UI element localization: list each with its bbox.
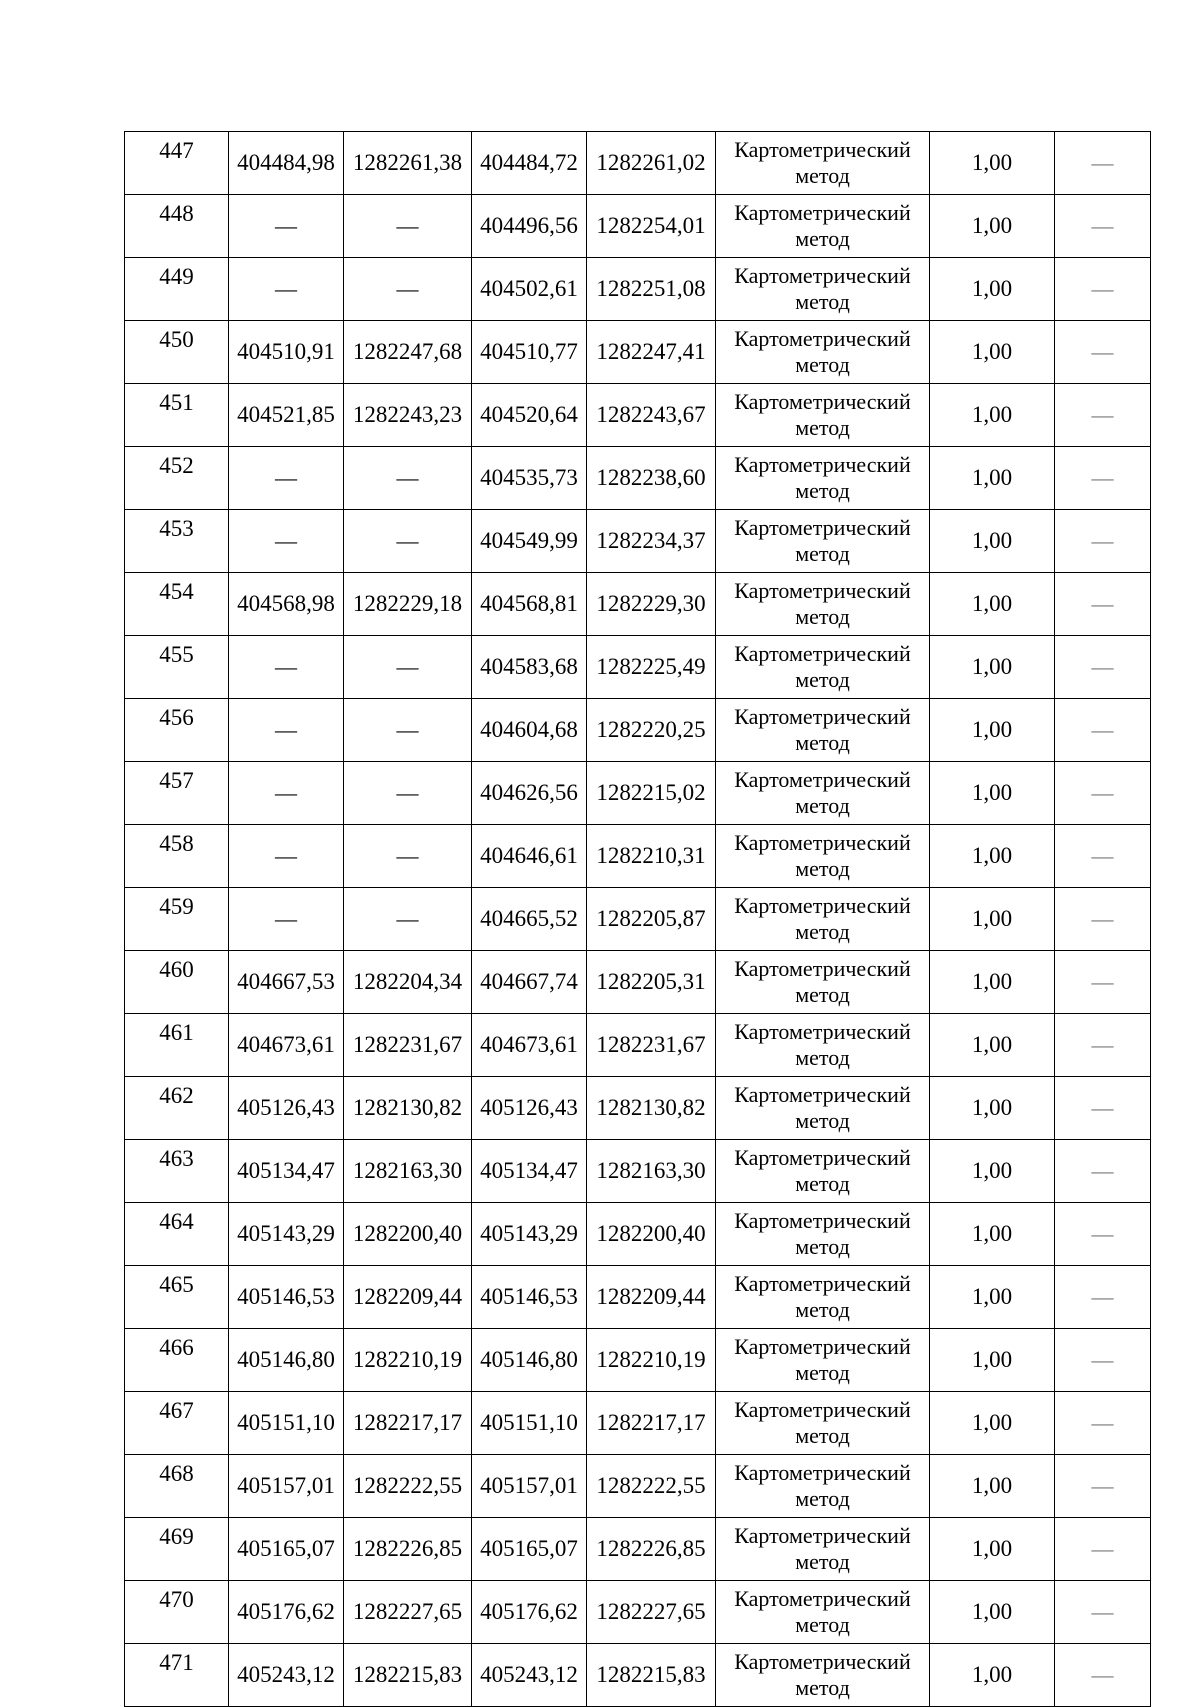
point-number-cell: 462: [125, 1077, 229, 1140]
coordinate-cell: 404604,68: [472, 699, 587, 762]
accuracy-cell: 1,00: [930, 447, 1055, 510]
empty-dash-cell: —: [229, 762, 344, 825]
table-row: [125, 1329, 1151, 1392]
accuracy-cell: 1,00: [930, 1392, 1055, 1455]
coordinate-cell: 1282163,30: [587, 1140, 716, 1203]
coordinate-cell: 1282243,23: [344, 384, 472, 447]
table-row: [125, 195, 1151, 258]
method-line-2: метод: [795, 478, 850, 503]
description-dash-cell: —: [1055, 384, 1151, 447]
method-line-1: Картометрический: [734, 1334, 911, 1359]
empty-dash-cell: —: [344, 195, 472, 258]
description-dash-cell: —: [1055, 1014, 1151, 1077]
coordinate-cell: 405143,29: [472, 1203, 587, 1266]
empty-dash-cell: —: [229, 636, 344, 699]
method-line-2: метод: [795, 1360, 850, 1385]
method-cell: [716, 951, 930, 1014]
accuracy-cell: 1,00: [930, 951, 1055, 1014]
coordinate-cell: 1282247,68: [344, 321, 472, 384]
method-line-1: Картометрический: [734, 263, 911, 288]
coordinate-cell: 404646,61: [472, 825, 587, 888]
accuracy-cell: 1,00: [930, 1014, 1055, 1077]
point-number-cell: 469: [125, 1518, 229, 1581]
table-row: [125, 258, 1151, 321]
coordinate-cell: 405165,07: [472, 1518, 587, 1581]
point-number-cell: 461: [125, 1014, 229, 1077]
point-number-cell: 468: [125, 1455, 229, 1518]
method-cell: [716, 1455, 930, 1518]
description-dash-cell: —: [1055, 699, 1151, 762]
method-cell: [716, 1329, 930, 1392]
table-row: [125, 762, 1151, 825]
coordinate-cell: 1282130,82: [587, 1077, 716, 1140]
accuracy-cell: 1,00: [930, 195, 1055, 258]
accuracy-cell: 1,00: [930, 762, 1055, 825]
table-row: [125, 951, 1151, 1014]
coordinate-cell: 404502,61: [472, 258, 587, 321]
accuracy-cell: 1,00: [930, 1644, 1055, 1707]
accuracy-cell: 1,00: [930, 1203, 1055, 1266]
table-row: [125, 321, 1151, 384]
method-line-1: Картометрический: [734, 1586, 911, 1611]
table-row: [125, 1455, 1151, 1518]
coordinate-cell: 405146,53: [229, 1266, 344, 1329]
method-cell: [716, 195, 930, 258]
description-dash-cell: —: [1055, 1581, 1151, 1644]
coordinate-cell: 1282234,37: [587, 510, 716, 573]
empty-dash-cell: —: [229, 258, 344, 321]
method-cell: [716, 762, 930, 825]
method-cell: [716, 825, 930, 888]
coordinate-cell: 404535,73: [472, 447, 587, 510]
coordinate-cell: 1282205,87: [587, 888, 716, 951]
method-line-2: метод: [795, 1486, 850, 1511]
empty-dash-cell: —: [344, 510, 472, 573]
point-number-cell: 452: [125, 447, 229, 510]
method-cell: [716, 1014, 930, 1077]
method-line-2: метод: [795, 1045, 850, 1070]
method-line-2: метод: [795, 1234, 850, 1259]
empty-dash-cell: —: [229, 699, 344, 762]
coordinate-cell: 1282209,44: [344, 1266, 472, 1329]
point-number-cell: 449: [125, 258, 229, 321]
method-cell: [716, 132, 930, 195]
description-dash-cell: —: [1055, 1266, 1151, 1329]
coordinate-cell: 1282226,85: [344, 1518, 472, 1581]
method-cell: [716, 636, 930, 699]
coordinate-cell: 405165,07: [229, 1518, 344, 1581]
coordinate-cell: 405126,43: [472, 1077, 587, 1140]
method-line-1: Картометрический: [734, 1145, 911, 1170]
empty-dash-cell: —: [344, 636, 472, 699]
table-row: [125, 1392, 1151, 1455]
method-line-2: метод: [795, 982, 850, 1007]
description-dash-cell: —: [1055, 573, 1151, 636]
point-number-cell: 450: [125, 321, 229, 384]
coordinate-cell: 404626,56: [472, 762, 587, 825]
method-line-2: метод: [795, 1549, 850, 1574]
description-dash-cell: —: [1055, 636, 1151, 699]
point-number-cell: 456: [125, 699, 229, 762]
table-row: [125, 1203, 1151, 1266]
method-line-1: Картометрический: [734, 704, 911, 729]
coordinate-cell: 1282247,41: [587, 321, 716, 384]
accuracy-cell: 1,00: [930, 1455, 1055, 1518]
coordinate-cell: 1282217,17: [587, 1392, 716, 1455]
coordinate-cell: 404673,61: [472, 1014, 587, 1077]
coordinate-cell: 404484,98: [229, 132, 344, 195]
coordinate-cell: 404520,64: [472, 384, 587, 447]
method-line-1: Картометрический: [734, 1271, 911, 1296]
coordinate-cell: 1282200,40: [587, 1203, 716, 1266]
coordinate-cell: 405243,12: [472, 1644, 587, 1707]
method-line-2: метод: [795, 415, 850, 440]
method-cell: [716, 1392, 930, 1455]
coordinate-cell: 1282231,67: [344, 1014, 472, 1077]
coordinate-cell: 1282215,02: [587, 762, 716, 825]
method-line-2: метод: [795, 541, 850, 566]
empty-dash-cell: —: [344, 825, 472, 888]
coordinate-cell: 405157,01: [229, 1455, 344, 1518]
method-line-1: Картометрический: [734, 641, 911, 666]
coordinate-cell: 404665,52: [472, 888, 587, 951]
table-row: [125, 447, 1151, 510]
method-line-1: Картометрический: [734, 137, 911, 162]
point-number-cell: 455: [125, 636, 229, 699]
coordinate-cell: 404484,72: [472, 132, 587, 195]
coordinate-cell: 404673,61: [229, 1014, 344, 1077]
table-row: [125, 132, 1151, 195]
accuracy-cell: 1,00: [930, 384, 1055, 447]
coordinate-cell: 405157,01: [472, 1455, 587, 1518]
description-dash-cell: —: [1055, 951, 1151, 1014]
method-line-1: Картометрический: [734, 956, 911, 981]
coordinate-cell: 1282215,83: [587, 1644, 716, 1707]
description-dash-cell: —: [1055, 1392, 1151, 1455]
method-line-1: Картометрический: [734, 1208, 911, 1233]
accuracy-cell: 1,00: [930, 1581, 1055, 1644]
empty-dash-cell: —: [344, 258, 472, 321]
accuracy-cell: 1,00: [930, 573, 1055, 636]
coordinate-cell: 1282217,17: [344, 1392, 472, 1455]
method-cell: [716, 699, 930, 762]
coordinate-cell: 404496,56: [472, 195, 587, 258]
table-row: [125, 1644, 1151, 1707]
point-number-cell: 460: [125, 951, 229, 1014]
coordinate-cell: 404521,85: [229, 384, 344, 447]
point-number-cell: 466: [125, 1329, 229, 1392]
coordinate-cell: 1282227,65: [587, 1581, 716, 1644]
description-dash-cell: —: [1055, 1077, 1151, 1140]
method-line-2: метод: [795, 226, 850, 251]
description-dash-cell: —: [1055, 195, 1151, 258]
description-dash-cell: —: [1055, 1140, 1151, 1203]
coordinate-cell: 1282261,02: [587, 132, 716, 195]
accuracy-cell: 1,00: [930, 1329, 1055, 1392]
method-line-2: метод: [795, 1108, 850, 1133]
coordinate-cell: 1282238,60: [587, 447, 716, 510]
method-line-1: Картометрический: [734, 452, 911, 477]
coordinate-cell: 404568,98: [229, 573, 344, 636]
method-cell: [716, 258, 930, 321]
coordinate-cell: 405151,10: [229, 1392, 344, 1455]
coordinate-cell: 1282229,18: [344, 573, 472, 636]
coordinate-cell: 1282200,40: [344, 1203, 472, 1266]
coordinate-cell: 1282231,67: [587, 1014, 716, 1077]
method-line-1: Картометрический: [734, 767, 911, 792]
coordinate-cell: 405176,62: [472, 1581, 587, 1644]
point-number-cell: 454: [125, 573, 229, 636]
coordinate-cell: 404667,74: [472, 951, 587, 1014]
method-line-1: Картометрический: [734, 326, 911, 351]
method-line-1: Картометрический: [734, 1082, 911, 1107]
coordinate-cell: 404667,53: [229, 951, 344, 1014]
coordinate-cell: 405243,12: [229, 1644, 344, 1707]
description-dash-cell: —: [1055, 888, 1151, 951]
point-number-cell: 447: [125, 132, 229, 195]
description-dash-cell: —: [1055, 132, 1151, 195]
empty-dash-cell: —: [229, 195, 344, 258]
method-line-1: Картометрический: [734, 1397, 911, 1422]
coordinate-cell: 405151,10: [472, 1392, 587, 1455]
method-line-2: метод: [795, 1612, 850, 1637]
method-line-2: метод: [795, 604, 850, 629]
coordinate-cell: 1282222,55: [344, 1455, 472, 1518]
coordinate-cell: 1282210,19: [587, 1329, 716, 1392]
method-line-2: метод: [795, 667, 850, 692]
coordinate-cell: 404510,77: [472, 321, 587, 384]
coordinate-cell: 1282209,44: [587, 1266, 716, 1329]
coordinates-table: [124, 131, 1151, 1707]
coordinate-cell: 405176,62: [229, 1581, 344, 1644]
method-cell: [716, 1266, 930, 1329]
accuracy-cell: 1,00: [930, 510, 1055, 573]
coordinate-cell: 405126,43: [229, 1077, 344, 1140]
description-dash-cell: —: [1055, 1203, 1151, 1266]
method-cell: [716, 510, 930, 573]
accuracy-cell: 1,00: [930, 1266, 1055, 1329]
point-number-cell: 448: [125, 195, 229, 258]
method-line-1: Картометрический: [734, 893, 911, 918]
empty-dash-cell: —: [229, 510, 344, 573]
point-number-cell: 458: [125, 825, 229, 888]
empty-dash-cell: —: [229, 888, 344, 951]
empty-dash-cell: —: [344, 762, 472, 825]
point-number-cell: 470: [125, 1581, 229, 1644]
method-cell: [716, 384, 930, 447]
method-line-2: метод: [795, 856, 850, 881]
description-dash-cell: —: [1055, 510, 1151, 573]
table-row: [125, 1581, 1151, 1644]
empty-dash-cell: —: [229, 825, 344, 888]
coordinate-cell: 1282225,49: [587, 636, 716, 699]
coordinate-cell: 1282243,67: [587, 384, 716, 447]
coordinate-cell: 405134,47: [472, 1140, 587, 1203]
method-line-1: Картометрический: [734, 515, 911, 540]
description-dash-cell: —: [1055, 321, 1151, 384]
method-cell: [716, 1077, 930, 1140]
coordinate-cell: 404510,91: [229, 321, 344, 384]
method-line-1: Картометрический: [734, 1460, 911, 1485]
coordinate-cell: 405146,80: [472, 1329, 587, 1392]
table-row: [125, 510, 1151, 573]
table-row: [125, 636, 1151, 699]
coordinate-cell: 404549,99: [472, 510, 587, 573]
coordinate-cell: 1282227,65: [344, 1581, 472, 1644]
method-line-1: Картометрический: [734, 1523, 911, 1548]
method-cell: [716, 1581, 930, 1644]
method-line-1: Картометрический: [734, 1019, 911, 1044]
table-body: [125, 132, 1151, 1707]
method-line-1: Картометрический: [734, 200, 911, 225]
coordinate-cell: 1282205,31: [587, 951, 716, 1014]
coordinate-cell: 1282204,34: [344, 951, 472, 1014]
accuracy-cell: 1,00: [930, 321, 1055, 384]
coordinate-cell: 1282130,82: [344, 1077, 472, 1140]
method-line-2: метод: [795, 352, 850, 377]
method-line-2: метод: [795, 730, 850, 755]
accuracy-cell: 1,00: [930, 636, 1055, 699]
method-line-2: метод: [795, 1423, 850, 1448]
method-cell: [716, 1644, 930, 1707]
method-line-2: метод: [795, 289, 850, 314]
method-cell: [716, 888, 930, 951]
method-line-1: Картометрический: [734, 1649, 911, 1674]
point-number-cell: 459: [125, 888, 229, 951]
accuracy-cell: 1,00: [930, 1518, 1055, 1581]
coordinate-cell: 1282254,01: [587, 195, 716, 258]
coordinate-cell: 405134,47: [229, 1140, 344, 1203]
point-number-cell: 463: [125, 1140, 229, 1203]
description-dash-cell: —: [1055, 1329, 1151, 1392]
coordinate-cell: 1282220,25: [587, 699, 716, 762]
empty-dash-cell: —: [229, 447, 344, 510]
table-row: [125, 1266, 1151, 1329]
accuracy-cell: 1,00: [930, 132, 1055, 195]
method-cell: [716, 321, 930, 384]
coordinate-cell: 1282210,31: [587, 825, 716, 888]
empty-dash-cell: —: [344, 447, 472, 510]
accuracy-cell: 1,00: [930, 825, 1055, 888]
point-number-cell: 453: [125, 510, 229, 573]
point-number-cell: 451: [125, 384, 229, 447]
method-line-1: Картометрический: [734, 578, 911, 603]
coordinate-cell: 1282222,55: [587, 1455, 716, 1518]
method-cell: [716, 573, 930, 636]
accuracy-cell: 1,00: [930, 258, 1055, 321]
method-line-2: метод: [795, 1297, 850, 1322]
coordinate-cell: 1282215,83: [344, 1644, 472, 1707]
description-dash-cell: —: [1055, 1518, 1151, 1581]
coordinate-cell: 405146,53: [472, 1266, 587, 1329]
method-line-2: метод: [795, 163, 850, 188]
method-line-1: Картометрический: [734, 830, 911, 855]
point-number-cell: 464: [125, 1203, 229, 1266]
description-dash-cell: —: [1055, 447, 1151, 510]
method-line-2: метод: [795, 1171, 850, 1196]
coordinate-cell: 1282163,30: [344, 1140, 472, 1203]
table-row: [125, 384, 1151, 447]
method-line-2: метод: [795, 919, 850, 944]
accuracy-cell: 1,00: [930, 888, 1055, 951]
method-cell: [716, 447, 930, 510]
table-row: [125, 1077, 1151, 1140]
coordinate-cell: 1282251,08: [587, 258, 716, 321]
table-row: [125, 1140, 1151, 1203]
table-row: [125, 825, 1151, 888]
method-line-2: метод: [795, 793, 850, 818]
method-line-2: метод: [795, 1675, 850, 1700]
table-row: [125, 573, 1151, 636]
coordinate-cell: 404568,81: [472, 573, 587, 636]
point-number-cell: 465: [125, 1266, 229, 1329]
table-row: [125, 888, 1151, 951]
table-row: [125, 699, 1151, 762]
method-cell: [716, 1140, 930, 1203]
point-number-cell: 467: [125, 1392, 229, 1455]
coordinate-cell: 405143,29: [229, 1203, 344, 1266]
coordinate-cell: 1282229,30: [587, 573, 716, 636]
description-dash-cell: —: [1055, 762, 1151, 825]
description-dash-cell: —: [1055, 1644, 1151, 1707]
method-line-1: Картометрический: [734, 389, 911, 414]
accuracy-cell: 1,00: [930, 699, 1055, 762]
method-cell: [716, 1518, 930, 1581]
table-row: [125, 1518, 1151, 1581]
point-number-cell: 457: [125, 762, 229, 825]
accuracy-cell: 1,00: [930, 1077, 1055, 1140]
empty-dash-cell: —: [344, 699, 472, 762]
coordinate-cell: 405146,80: [229, 1329, 344, 1392]
table-row: [125, 1014, 1151, 1077]
description-dash-cell: —: [1055, 825, 1151, 888]
coordinate-cell: 1282226,85: [587, 1518, 716, 1581]
coordinate-cell: 1282261,38: [344, 132, 472, 195]
description-dash-cell: —: [1055, 1455, 1151, 1518]
method-cell: [716, 1203, 930, 1266]
accuracy-cell: 1,00: [930, 1140, 1055, 1203]
point-number-cell: 471: [125, 1644, 229, 1707]
description-dash-cell: —: [1055, 258, 1151, 321]
coordinate-cell: 404583,68: [472, 636, 587, 699]
coordinate-cell: 1282210,19: [344, 1329, 472, 1392]
empty-dash-cell: —: [344, 888, 472, 951]
